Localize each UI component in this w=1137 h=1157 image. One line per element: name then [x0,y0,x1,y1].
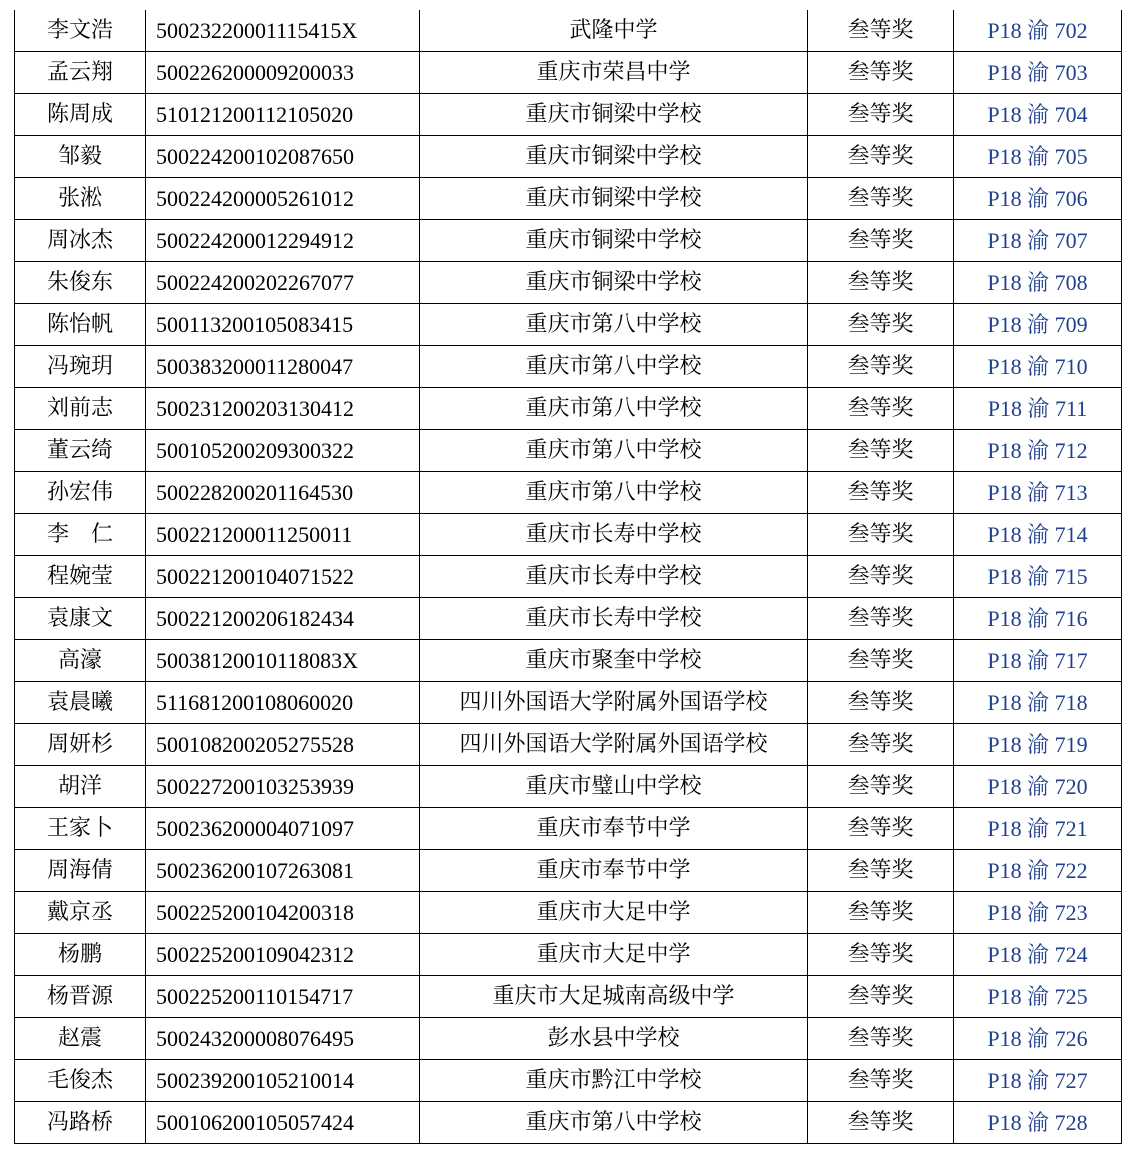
table-row [15,682,1122,724]
award-level-cell: 叁等奖 [808,472,954,514]
table-row [15,598,1122,640]
award-level-cell: 叁等奖 [808,388,954,430]
table-row [15,640,1122,682]
award-level-cell: 叁等奖 [808,766,954,808]
award-level-cell: 叁等奖 [808,1102,954,1144]
school-cell: 重庆市第八中学校 [420,304,808,346]
student-name-cell: 杨鹏 [15,934,146,976]
student-name-cell: 冯琬玥 [15,346,146,388]
award-level-cell: 叁等奖 [808,430,954,472]
school-cell: 重庆市黔江中学校 [420,1060,808,1102]
id-number-cell: 500383200011280047 [146,346,420,388]
award-level-cell: 叁等奖 [808,262,954,304]
id-number-cell: 50023220001115415X [146,10,420,52]
school-cell: 重庆市第八中学校 [420,472,808,514]
certificate-number-cell: P18 渝 704 [954,94,1122,136]
table-row [15,94,1122,136]
table-row [15,934,1122,976]
id-number-cell: 500221200011250011 [146,514,420,556]
school-cell: 重庆市聚奎中学校 [420,640,808,682]
table-row [15,808,1122,850]
student-name-cell: 袁晨曦 [15,682,146,724]
award-level-cell: 叁等奖 [808,220,954,262]
award-level-cell: 叁等奖 [808,640,954,682]
table-row [15,262,1122,304]
school-cell: 重庆市铜梁中学校 [420,262,808,304]
school-cell: 重庆市铜梁中学校 [420,136,808,178]
table-row [15,346,1122,388]
id-number-cell: 500225200104200318 [146,892,420,934]
table-row [15,892,1122,934]
id-number-cell: 500224200202267077 [146,262,420,304]
student-name-cell: 程婉莹 [15,556,146,598]
award-level-cell: 叁等奖 [808,178,954,220]
table-row [15,514,1122,556]
school-cell: 重庆市第八中学校 [420,1102,808,1144]
id-number-cell: 500225200109042312 [146,934,420,976]
school-cell: 重庆市奉节中学 [420,850,808,892]
award-level-cell: 叁等奖 [808,598,954,640]
award-level-cell: 叁等奖 [808,682,954,724]
student-name-cell: 李 仁 [15,514,146,556]
school-cell: 重庆市大足中学 [420,892,808,934]
school-cell: 四川外国语大学附属外国语学校 [420,682,808,724]
school-cell: 重庆市长寿中学校 [420,556,808,598]
award-level-cell: 叁等奖 [808,1060,954,1102]
certificate-number-cell: P18 渝 714 [954,514,1122,556]
table-row [15,1018,1122,1060]
certificate-number-cell: P18 渝 727 [954,1060,1122,1102]
id-number-cell: 500108200205275528 [146,724,420,766]
student-name-cell: 陈怡帆 [15,304,146,346]
certificate-number-cell: P18 渝 719 [954,724,1122,766]
certificate-number-cell: P18 渝 716 [954,598,1122,640]
certificate-number-cell: P18 渝 702 [954,10,1122,52]
id-number-cell: 500228200201164530 [146,472,420,514]
table-row [15,430,1122,472]
certificate-number-cell: P18 渝 712 [954,430,1122,472]
table-row [15,136,1122,178]
id-number-cell: 500236200004071097 [146,808,420,850]
award-level-cell: 叁等奖 [808,1018,954,1060]
student-name-cell: 周海倩 [15,850,146,892]
id-number-cell: 50038120010118083X [146,640,420,682]
student-name-cell: 高濠 [15,640,146,682]
school-cell: 四川外国语大学附属外国语学校 [420,724,808,766]
school-cell: 重庆市第八中学校 [420,388,808,430]
table-row [15,850,1122,892]
student-name-cell: 董云绮 [15,430,146,472]
award-list-table [14,10,1122,1144]
award-level-cell: 叁等奖 [808,976,954,1018]
id-number-cell: 500105200209300322 [146,430,420,472]
award-level-cell: 叁等奖 [808,514,954,556]
id-number-cell: 500113200105083415 [146,304,420,346]
certificate-number-cell: P18 渝 726 [954,1018,1122,1060]
id-number-cell: 511681200108060020 [146,682,420,724]
student-name-cell: 杨晋源 [15,976,146,1018]
table-row [15,1102,1122,1144]
student-name-cell: 周冰杰 [15,220,146,262]
id-number-cell: 500225200110154717 [146,976,420,1018]
certificate-number-cell: P18 渝 724 [954,934,1122,976]
student-name-cell: 王家卜 [15,808,146,850]
id-number-cell: 500221200104071522 [146,556,420,598]
student-name-cell: 邹毅 [15,136,146,178]
school-cell: 重庆市第八中学校 [420,430,808,472]
id-number-cell: 500221200206182434 [146,598,420,640]
certificate-number-cell: P18 渝 713 [954,472,1122,514]
award-level-cell: 叁等奖 [808,724,954,766]
id-number-cell: 500224200102087650 [146,136,420,178]
school-cell: 重庆市璧山中学校 [420,766,808,808]
id-number-cell: 510121200112105020 [146,94,420,136]
id-number-cell: 500231200203130412 [146,388,420,430]
id-number-cell: 500236200107263081 [146,850,420,892]
certificate-number-cell: P18 渝 706 [954,178,1122,220]
table-row [15,10,1122,52]
certificate-number-cell: P18 渝 725 [954,976,1122,1018]
certificate-number-cell: P18 渝 715 [954,556,1122,598]
table-row [15,976,1122,1018]
award-level-cell: 叁等奖 [808,346,954,388]
student-name-cell: 周妍杉 [15,724,146,766]
award-level-cell: 叁等奖 [808,94,954,136]
award-level-cell: 叁等奖 [808,850,954,892]
student-name-cell: 冯路桥 [15,1102,146,1144]
school-cell: 重庆市铜梁中学校 [420,94,808,136]
school-cell: 重庆市长寿中学校 [420,598,808,640]
certificate-number-cell: P18 渝 728 [954,1102,1122,1144]
certificate-number-cell: P18 渝 718 [954,682,1122,724]
certificate-number-cell: P18 渝 707 [954,220,1122,262]
id-number-cell: 500243200008076495 [146,1018,420,1060]
id-number-cell: 500106200105057424 [146,1102,420,1144]
award-level-cell: 叁等奖 [808,808,954,850]
school-cell: 武隆中学 [420,10,808,52]
certificate-number-cell: P18 渝 720 [954,766,1122,808]
table-row [15,556,1122,598]
table-row [15,724,1122,766]
student-name-cell: 刘前志 [15,388,146,430]
table-row [15,304,1122,346]
certificate-number-cell: P18 渝 708 [954,262,1122,304]
school-cell: 重庆市大足城南高级中学 [420,976,808,1018]
table-row [15,1060,1122,1102]
id-number-cell: 500224200012294912 [146,220,420,262]
certificate-number-cell: P18 渝 709 [954,304,1122,346]
award-level-cell: 叁等奖 [808,304,954,346]
table-row [15,388,1122,430]
school-cell: 重庆市长寿中学校 [420,514,808,556]
student-name-cell: 袁康文 [15,598,146,640]
student-name-cell: 朱俊东 [15,262,146,304]
id-number-cell: 500226200009200033 [146,52,420,94]
id-number-cell: 500227200103253939 [146,766,420,808]
student-name-cell: 毛俊杰 [15,1060,146,1102]
award-list-body [15,10,1122,1144]
student-name-cell: 孙宏伟 [15,472,146,514]
id-number-cell: 500224200005261012 [146,178,420,220]
award-level-cell: 叁等奖 [808,934,954,976]
school-cell: 彭水县中学校 [420,1018,808,1060]
award-level-cell: 叁等奖 [808,556,954,598]
award-level-cell: 叁等奖 [808,52,954,94]
student-name-cell: 张淞 [15,178,146,220]
table-row [15,220,1122,262]
certificate-number-cell: P18 渝 705 [954,136,1122,178]
table-row [15,766,1122,808]
certificate-number-cell: P18 渝 717 [954,640,1122,682]
table-row [15,178,1122,220]
id-number-cell: 500239200105210014 [146,1060,420,1102]
certificate-number-cell: P18 渝 710 [954,346,1122,388]
certificate-number-cell: P18 渝 723 [954,892,1122,934]
student-name-cell: 李文浩 [15,10,146,52]
school-cell: 重庆市奉节中学 [420,808,808,850]
school-cell: 重庆市第八中学校 [420,346,808,388]
award-level-cell: 叁等奖 [808,10,954,52]
student-name-cell: 孟云翔 [15,52,146,94]
certificate-number-cell: P18 渝 703 [954,52,1122,94]
school-cell: 重庆市荣昌中学 [420,52,808,94]
school-cell: 重庆市大足中学 [420,934,808,976]
student-name-cell: 赵震 [15,1018,146,1060]
student-name-cell: 陈周成 [15,94,146,136]
certificate-number-cell: P18 渝 722 [954,850,1122,892]
award-level-cell: 叁等奖 [808,892,954,934]
school-cell: 重庆市铜梁中学校 [420,178,808,220]
student-name-cell: 戴京丞 [15,892,146,934]
table-row [15,472,1122,514]
certificate-number-cell: P18 渝 711 [954,388,1122,430]
student-name-cell: 胡洋 [15,766,146,808]
certificate-number-cell: P18 渝 721 [954,808,1122,850]
school-cell: 重庆市铜梁中学校 [420,220,808,262]
table-row [15,52,1122,94]
award-level-cell: 叁等奖 [808,136,954,178]
